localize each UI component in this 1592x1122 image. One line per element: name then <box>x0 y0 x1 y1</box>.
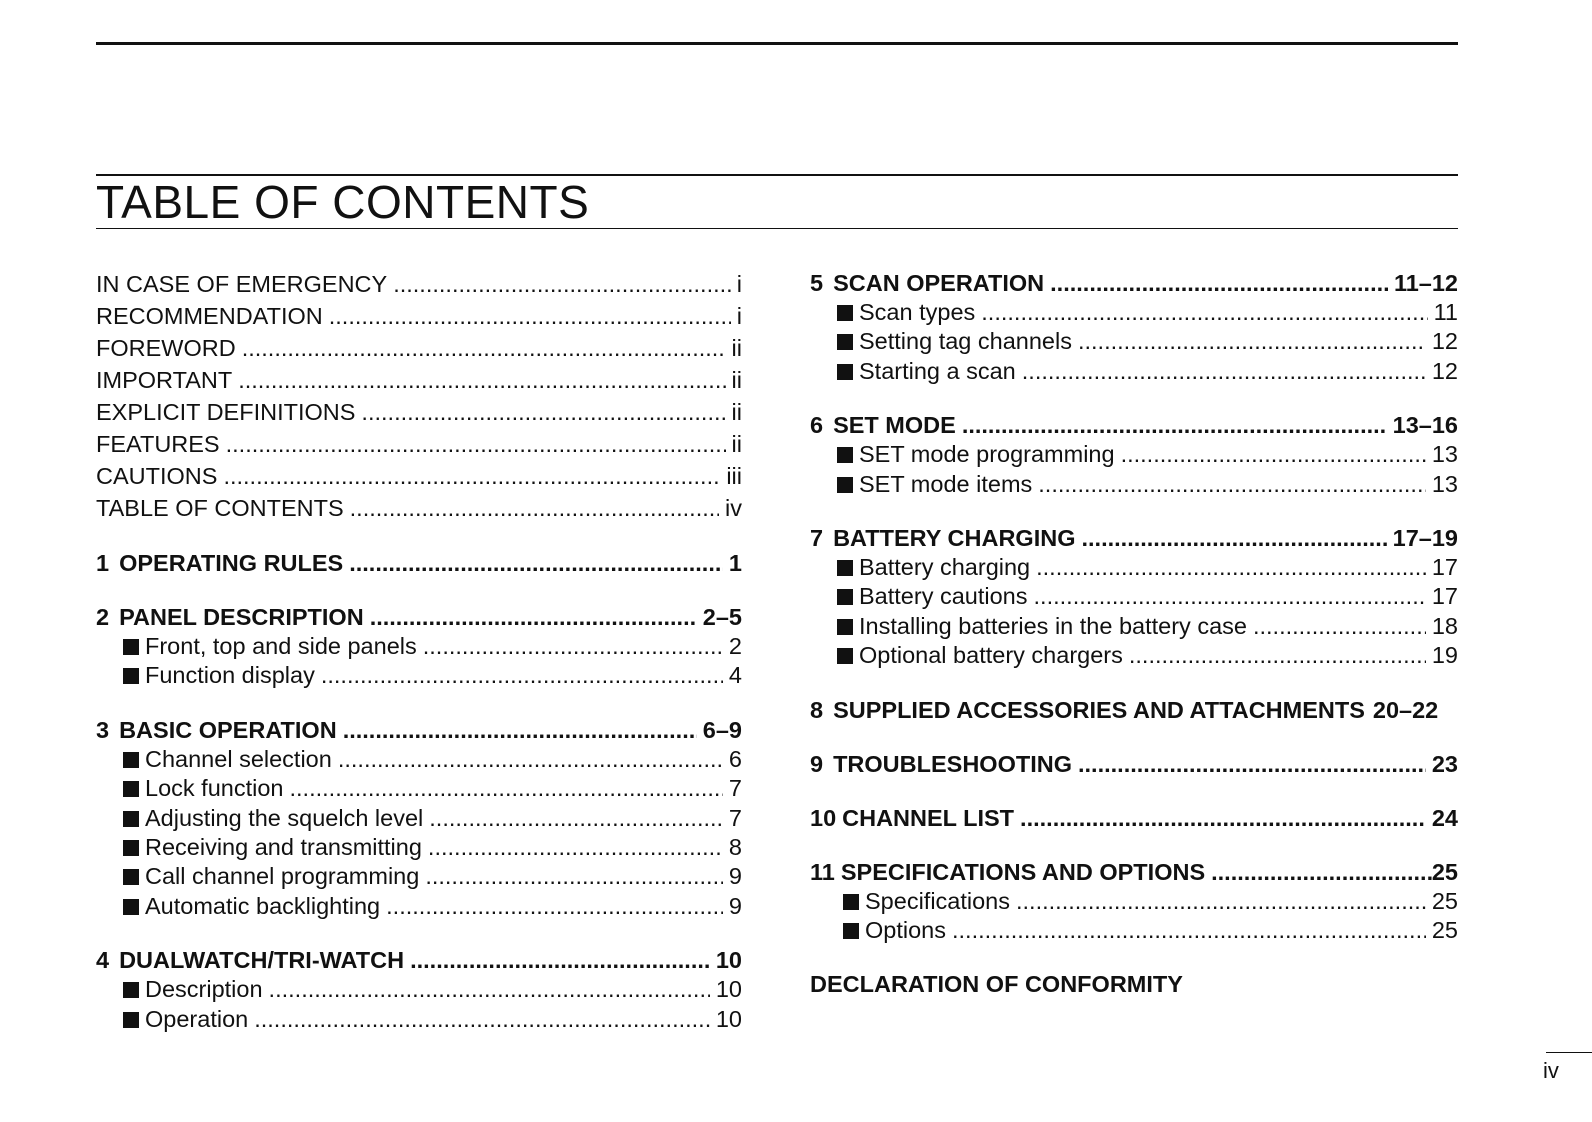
black-square-icon <box>123 899 139 915</box>
toc-subentry[interactable] <box>96 975 742 1004</box>
subentry-page: 7 <box>728 775 742 802</box>
subentry-page: 2 <box>728 633 742 659</box>
toc-entry-table-of-contents[interactable] <box>96 492 742 524</box>
toc-subentry[interactable] <box>810 470 1458 499</box>
toc-declaration-of-conformity[interactable] <box>810 969 1458 999</box>
toc-subentry[interactable] <box>810 641 1458 670</box>
toc-subentry[interactable] <box>810 887 1458 916</box>
dot-leader <box>1078 327 1426 356</box>
toc-section-7[interactable] <box>810 523 1458 553</box>
dot-leader <box>361 396 725 428</box>
black-square-icon <box>837 619 853 635</box>
black-square-icon <box>837 560 853 576</box>
section-pages: 23 <box>1431 750 1458 777</box>
subentry-page: 10 <box>715 1005 742 1032</box>
section-title: SUPPLIED ACCESSORIES AND ATTACHMENTS <box>833 696 1365 723</box>
section-pages: 25 <box>1431 858 1458 885</box>
section-title: SET MODE <box>833 412 956 439</box>
section-pages: 20–22 <box>1372 696 1439 723</box>
subentry-label: Front, top and side panels <box>145 633 417 659</box>
subentry-page: 19 <box>1431 642 1458 669</box>
subentry-page: 9 <box>728 863 742 890</box>
dot-leader <box>410 945 710 975</box>
section-title: TROUBLESHOOTING <box>833 750 1072 777</box>
dot-leader <box>393 268 731 300</box>
section-title: SPECIFICATIONS AND OPTIONS <box>840 858 1206 885</box>
dot-leader <box>1121 440 1426 469</box>
toc-section-11[interactable] <box>810 857 1458 887</box>
toc-entry-features[interactable] <box>96 428 742 460</box>
subentry-label: Description <box>145 976 263 1003</box>
subentry-label: Adjusting the squelch level <box>145 804 424 831</box>
subentry-page: 4 <box>728 662 742 689</box>
black-square-icon <box>123 752 139 768</box>
dot-leader <box>321 661 723 690</box>
section-number: 8 <box>810 696 824 723</box>
dot-leader <box>1211 857 1432 887</box>
section-title: OPERATING RULES <box>119 550 344 576</box>
toc-section-2[interactable] <box>96 602 742 632</box>
subentry-page: 9 <box>728 892 742 919</box>
dot-leader <box>386 892 723 921</box>
toc-entry-cautions[interactable] <box>96 460 742 492</box>
black-square-icon <box>843 923 859 939</box>
toc-section-6[interactable] <box>810 410 1458 440</box>
subentry-label: Lock function <box>145 775 284 802</box>
section-title: DUALWATCH/TRI-WATCH <box>119 947 405 974</box>
black-square-icon <box>123 869 139 885</box>
dot-leader <box>254 1005 710 1034</box>
subentry-page: 7 <box>728 804 742 831</box>
subentry-label: Channel selection <box>145 745 332 772</box>
black-square-icon <box>123 781 139 797</box>
black-square-icon <box>837 477 853 493</box>
dot-leader <box>1016 887 1426 916</box>
black-square-icon <box>843 894 859 910</box>
toc-section-10[interactable] <box>810 803 1458 833</box>
subentry-page: 13 <box>1431 441 1458 468</box>
black-square-icon <box>123 840 139 856</box>
subentry-label: Options <box>865 916 946 943</box>
dot-leader <box>350 492 719 524</box>
dot-leader <box>343 715 697 745</box>
toc-entry-foreword[interactable] <box>96 332 742 364</box>
subentry-page: 12 <box>1431 357 1458 384</box>
dot-leader <box>962 410 1387 440</box>
subentry-label: Call channel programming <box>145 863 420 890</box>
section-pages: 10 <box>715 947 742 974</box>
subentry-label: SET mode programming <box>859 441 1115 468</box>
toc-subentry[interactable] <box>96 745 742 774</box>
subentry-label: Battery cautions <box>859 583 1028 610</box>
section-number: 5 <box>810 270 824 296</box>
toc-section-3[interactable] <box>96 715 742 745</box>
toc-column-left <box>96 268 742 1034</box>
subentry-page: 18 <box>1431 612 1458 639</box>
section-title: CHANNEL LIST <box>842 804 1015 831</box>
toc-subentry[interactable] <box>96 862 742 891</box>
dot-leader <box>981 298 1427 327</box>
section-title: PANEL DESCRIPTION <box>119 604 364 630</box>
toc-entry-label: IMPORTANT <box>96 367 233 393</box>
subentry-page: 17 <box>1431 553 1458 580</box>
subentry-page: 12 <box>1431 328 1458 355</box>
section-pages: 11–12 <box>1393 270 1458 296</box>
subentry-page: 17 <box>1431 583 1458 610</box>
black-square-icon <box>837 305 853 321</box>
subentry-page: 25 <box>1431 887 1458 914</box>
section-pages: 6–9 <box>702 716 742 743</box>
section-number: 6 <box>810 412 824 439</box>
dot-leader <box>223 460 720 492</box>
section-number: 1 <box>96 550 110 576</box>
toc-subentry[interactable] <box>96 1005 742 1034</box>
toc-entry-recommendation[interactable] <box>96 300 742 332</box>
toc-entry-label: RECOMMENDATION <box>96 303 323 329</box>
dot-leader <box>1050 268 1388 298</box>
subentry-label: Battery charging <box>859 553 1031 580</box>
subentry-label: SET mode items <box>859 470 1033 497</box>
section-title: BASIC OPERATION <box>119 716 337 743</box>
section-pages: 24 <box>1431 804 1458 831</box>
black-square-icon <box>123 982 139 998</box>
toc-subentry[interactable] <box>96 632 742 661</box>
toc-entry-page: i <box>736 271 742 297</box>
toc-entry-label: CAUTIONS <box>96 463 218 489</box>
toc-entry-page: ii <box>731 431 742 457</box>
black-square-icon <box>123 639 139 655</box>
toc-entry-page: ii <box>731 399 742 425</box>
dot-leader <box>1129 641 1426 670</box>
section-title: BATTERY CHARGING <box>833 524 1076 551</box>
toc-subentry[interactable] <box>96 774 742 803</box>
dot-leader <box>370 602 697 632</box>
black-square-icon <box>837 648 853 664</box>
dot-leader <box>226 428 726 460</box>
toc-subentry[interactable] <box>96 661 742 690</box>
black-square-icon <box>123 668 139 684</box>
closing-entry-label: DECLARATION OF CONFORMITY <box>810 971 1183 998</box>
subentry-label: Setting tag channels <box>859 328 1072 355</box>
dot-leader <box>289 774 722 803</box>
toc-subentry[interactable] <box>810 582 1458 611</box>
dot-leader <box>1038 470 1426 499</box>
toc-entry-page: ii <box>731 335 742 361</box>
toc-entry-page: iv <box>725 495 742 521</box>
section-number: 3 <box>96 716 110 743</box>
toc-section-8[interactable] <box>810 695 1458 725</box>
toc-entry-page: i <box>736 303 742 329</box>
toc-subentry[interactable] <box>810 440 1458 469</box>
black-square-icon <box>837 589 853 605</box>
subentry-label: Installing batteries in the battery case <box>859 612 1247 639</box>
toc-subentry[interactable] <box>810 357 1458 386</box>
black-square-icon <box>123 811 139 827</box>
dot-leader <box>269 975 710 1004</box>
toc-subentry[interactable] <box>810 553 1458 582</box>
page-title: TABLE OF CONTENTS <box>96 176 590 228</box>
section-number: 10 <box>810 804 837 831</box>
page-number: iv <box>1543 1058 1559 1083</box>
toc-subentry[interactable] <box>810 327 1458 356</box>
toc-entry-page: iii <box>726 463 742 489</box>
dot-leader <box>1034 582 1426 611</box>
toc-entry-label: IN CASE OF EMERGENCY <box>96 271 388 297</box>
dot-leader <box>338 745 723 774</box>
toc-section-5[interactable] <box>810 268 1458 298</box>
dot-leader <box>329 300 731 332</box>
subentry-page: 13 <box>1431 470 1458 497</box>
dot-leader <box>349 548 723 578</box>
toc-entry-explicit-definitions[interactable] <box>96 396 742 428</box>
subentry-label: Function display <box>145 662 315 689</box>
dot-leader <box>428 833 723 862</box>
dot-leader <box>1078 749 1426 779</box>
subentry-page: 6 <box>728 745 742 772</box>
toc-entry-emergency[interactable] <box>96 268 742 300</box>
title-rule-bottom <box>96 228 1458 229</box>
subentry-label: Optional battery chargers <box>859 642 1123 669</box>
dot-leader <box>1081 523 1386 553</box>
toc-subentry[interactable] <box>810 298 1458 327</box>
toc-subentry[interactable] <box>810 916 1458 945</box>
toc-subentry[interactable] <box>96 804 742 833</box>
subentry-page: 10 <box>715 976 742 1003</box>
toc-subentry[interactable] <box>96 892 742 921</box>
dot-leader <box>242 332 726 364</box>
dot-leader <box>425 862 723 891</box>
subentry-label: Specifications <box>865 887 1010 914</box>
section-pages: 17–19 <box>1392 524 1458 551</box>
section-pages: 1 <box>728 550 742 576</box>
toc-subentry[interactable] <box>810 612 1458 641</box>
subentry-page: 25 <box>1431 916 1458 943</box>
dot-leader <box>952 916 1426 945</box>
section-title: SCAN OPERATION <box>833 270 1045 296</box>
toc-entry-label: EXPLICIT DEFINITIONS <box>96 399 356 425</box>
toc-subentry[interactable] <box>96 833 742 862</box>
toc-entry-label: TABLE OF CONTENTS <box>96 495 344 521</box>
dot-leader <box>1020 803 1426 833</box>
toc-section-1[interactable] <box>96 548 742 578</box>
black-square-icon <box>837 447 853 463</box>
toc-entry-label: FEATURES <box>96 431 220 457</box>
page-number-rule <box>1546 1052 1592 1053</box>
subentry-label: Receiving and transmitting <box>145 833 422 860</box>
subentry-label: Operation <box>145 1005 249 1032</box>
section-number: 11 <box>810 858 835 885</box>
dot-leader <box>238 364 725 396</box>
black-square-icon <box>123 1012 139 1028</box>
subentry-label: Automatic backlighting <box>145 892 381 919</box>
toc-section-9[interactable] <box>810 749 1458 779</box>
subentry-page: 8 <box>728 833 742 860</box>
header-rule <box>96 42 1458 45</box>
subentry-label: Starting a scan <box>859 357 1016 384</box>
toc-entry-label: FOREWORD <box>96 335 236 361</box>
dot-leader <box>429 804 723 833</box>
section-number: 4 <box>96 947 110 974</box>
toc-column-right <box>810 268 1458 999</box>
section-number: 7 <box>810 524 824 551</box>
black-square-icon <box>837 364 853 380</box>
toc-section-4[interactable] <box>96 945 742 975</box>
toc-entry-important[interactable] <box>96 364 742 396</box>
section-pages: 2–5 <box>702 604 742 630</box>
dot-leader <box>423 632 723 661</box>
black-square-icon <box>837 334 853 350</box>
dot-leader <box>1253 612 1426 641</box>
subentry-page: 11 <box>1433 299 1458 325</box>
section-number: 9 <box>810 750 824 777</box>
subentry-label: Scan types <box>859 299 976 325</box>
dot-leader <box>1036 553 1426 582</box>
toc-entry-page: ii <box>731 367 742 393</box>
section-number: 2 <box>96 604 110 630</box>
dot-leader <box>1022 357 1426 386</box>
section-pages: 13–16 <box>1392 412 1458 439</box>
